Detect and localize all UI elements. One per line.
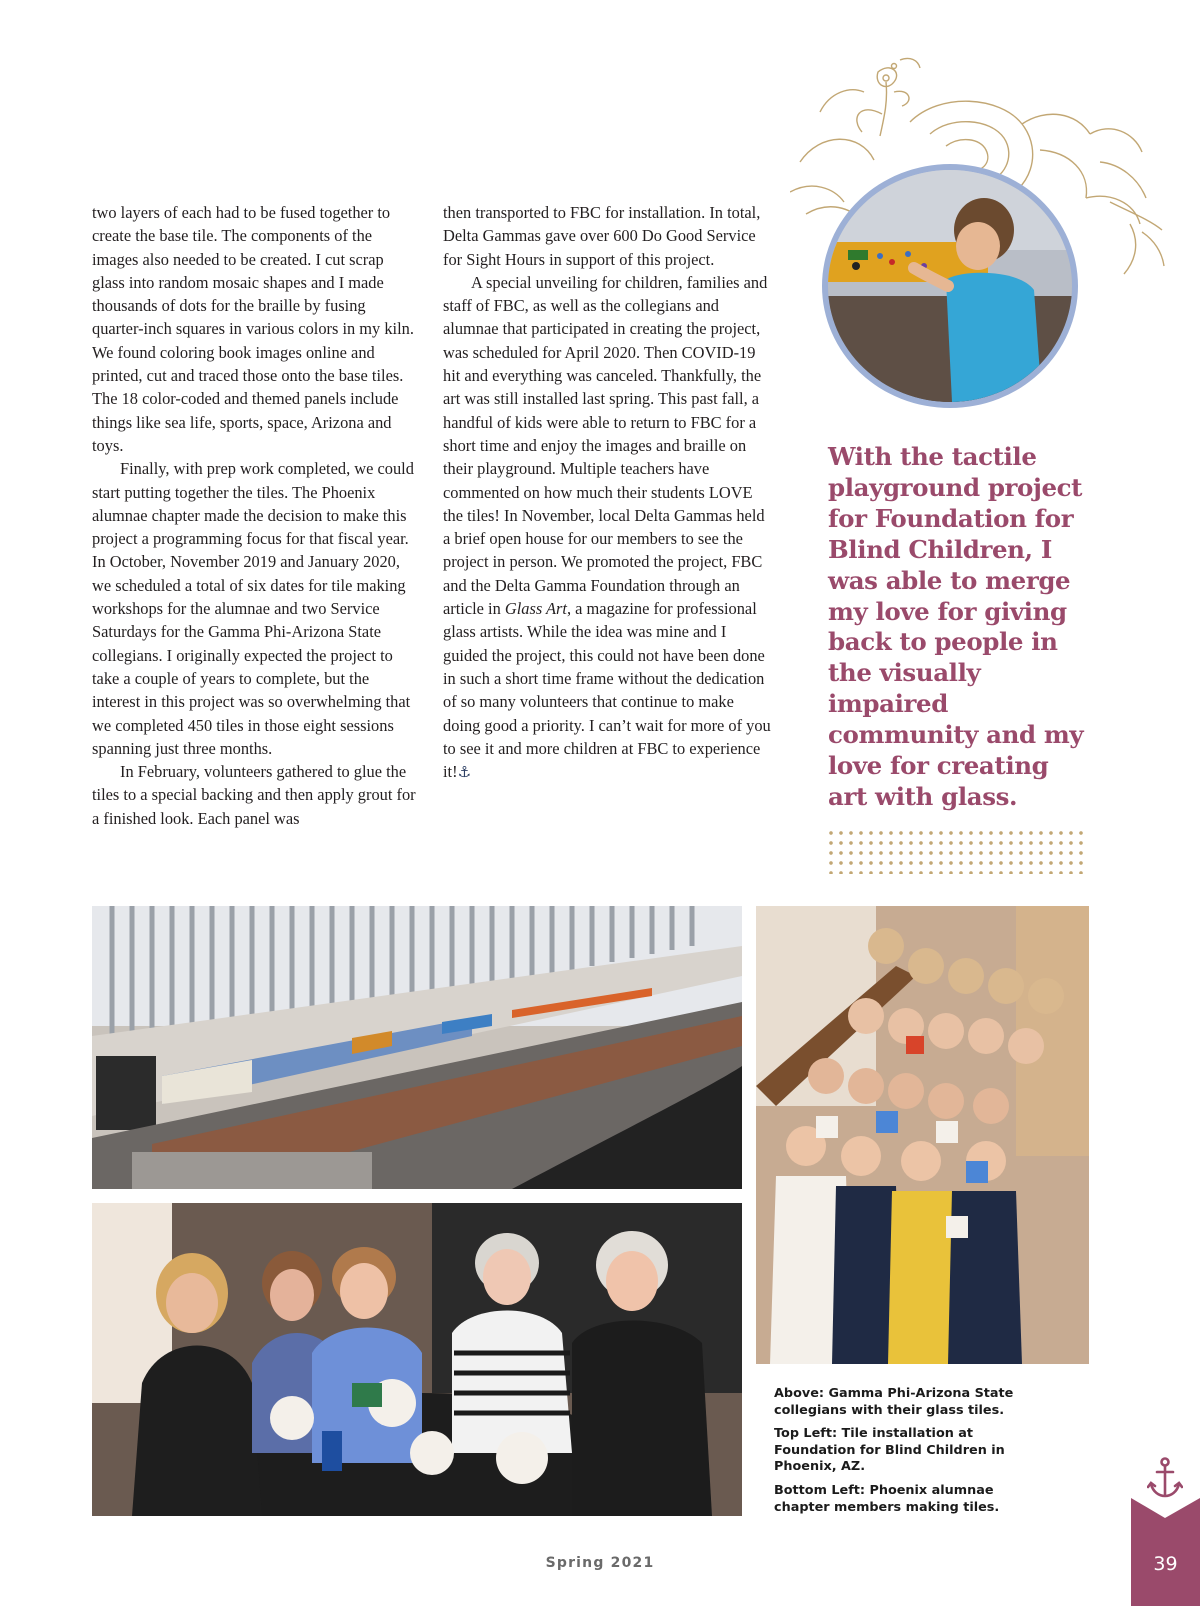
alumnae-making-tiles-photo xyxy=(92,1203,742,1516)
anchor-icon xyxy=(1147,1456,1183,1500)
article-paragraph: then transported to FBC for installation. In total, Delta Gammas gave over 600 Do Good Service for Sight Hours in support of this project. xyxy=(443,203,761,269)
collegians-with-tiles-photo xyxy=(756,906,1089,1364)
alumnae-photo-illustration xyxy=(92,1203,742,1516)
magazine-title: Glass Art xyxy=(504,599,567,619)
pull-quote: With the tactile playground project for Foundation for Blind Children, I was able to merge my love for giving back to people in the visually impaired community and my love for creating art with glass. xyxy=(828,442,1084,811)
caption-above: Above: Gamma Phi-Arizona State collegians with their glass tiles. xyxy=(774,1386,1014,1418)
article-column-1 xyxy=(92,201,416,830)
caption-top-left: Top Left: Tile installation at Foundation for Blind Children in Phoenix, AZ. xyxy=(774,1426,1005,1475)
installation-photo-illustration xyxy=(92,906,742,1189)
article-column-2 xyxy=(443,201,771,784)
article-paragraph xyxy=(443,271,771,785)
child-photo-illustration xyxy=(828,170,1072,402)
caption-bottom-left: Bottom Left: Phoenix alumnae chapter members making tiles. xyxy=(774,1482,1000,1515)
article-paragraph: two layers of each had to be fused together to create the base tile. The components of the images also needed to be created. I cut scrap glass into random mosaic shapes and I made thousands of dots for the braille by fusing quarter-inch squares in various colors in my kiln. We found coloring book images online and printed, cut and traced those onto the base tiles. The 18 color-coded and themed panels include things like sea life, sports, space, Arizona and toys. xyxy=(92,203,414,455)
page-number: 39 xyxy=(1153,1553,1178,1575)
end-anchor-icon: ⚓ xyxy=(457,763,472,782)
article-text: A special unveiling for children, families and staff of FBC, as well as the collegians and alumnae that participated in creating the project, was scheduled for April 2020. Then COVID-19 hit and everything was canceled. Thankfully, the art was still installed last spring. This past fall, a handful of kids were able to return to FBC for a short time and enjoy the images and braille on their playground. Multiple teachers have commented on how much their students LOVE the tiles! In November, local Delta Gammas held a brief open house for our members to see the project in person. We promoted the project, FBC and the Delta Gamma Foundation through an article in xyxy=(443,272,768,619)
article-paragraph: Finally, with prep work completed, we could start putting together the tiles. The Phoenix alumnae chapter made the decision to make this project a programming focus for that fiscal year. In October, November 2019 and January 2020, we scheduled a total of six dates for tile making workshops for the alumnae and two Service Saturdays for the Gamma Phi-Arizona State collegians. I originally expected the project to take a couple of years to complete, but the interest in this project was so overwhelming that we completed 450 tiles in those eight sessions spanning just three months. xyxy=(92,459,414,758)
dot-pattern-divider xyxy=(826,828,1084,874)
article-text: , a magazine for professional glass artists. While the idea was mine and I guided the project, this could not have been done in such a short time frame without the dedication of so many volunteers that continue to make doing good a priority. I can’t wait for more of you to see it and more children at FBC to experience it! xyxy=(443,599,771,782)
collegians-photo-illustration xyxy=(756,906,1089,1364)
page-number-tab xyxy=(1131,1498,1200,1606)
issue-label xyxy=(0,1555,1200,1571)
issue-text: Spring 2021 xyxy=(545,1555,655,1571)
child-touching-tiles-photo xyxy=(822,164,1078,408)
photo-captions xyxy=(774,1386,1044,1523)
tile-installation-photo xyxy=(92,906,742,1189)
article-paragraph: In February, volunteers gathered to glue the tiles to a special backing and then apply grout for a finished look. Each panel was xyxy=(92,762,416,828)
